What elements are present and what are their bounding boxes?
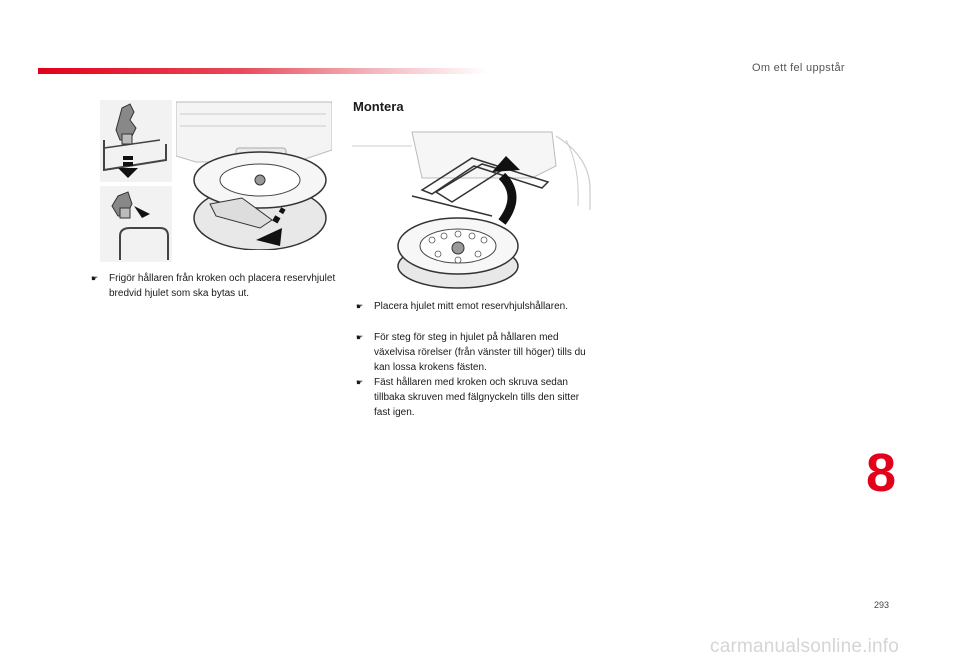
- hand-pointer-icon: ☛: [91, 274, 99, 283]
- right-bullet-2: ☛ För steg för steg in hjulet på hållaren med växelvisa rörelser (från vänster till höger) tills du kan lossa krokens fästen.: [356, 332, 586, 373]
- spare-wheel-mount-illustration: [352, 126, 592, 292]
- right-bullet-1: ☛ Placera hjulet mitt emot reservhjulshållaren.: [356, 301, 568, 312]
- hand-pointer-icon: ☛: [356, 333, 364, 342]
- section-title: Om ett fel uppstår: [752, 62, 845, 74]
- left-bullet: ☛ Frigör hållaren från kroken och placera reservhjulet bredvid hjulet som ska bytas ut.: [91, 273, 336, 299]
- hand-pointer-icon: ☛: [356, 302, 364, 311]
- section-heading-montera: Montera: [353, 99, 404, 114]
- page-number: 293: [874, 600, 890, 610]
- header-accent-bar: [38, 68, 488, 74]
- spare-wheel-release-illustration: [176, 100, 332, 250]
- right-bullet-3: ☛ Fäst hållaren med kroken och skruva sedan tillbaka skruven med fälgnyckeln tills den sitter fast igen.: [356, 377, 580, 418]
- hand-pointer-icon: ☛: [356, 378, 364, 387]
- chapter-number: 8: [866, 443, 897, 503]
- hook-detail-illustration: [100, 100, 172, 262]
- watermark: carmanualsonline.info: [710, 636, 900, 657]
